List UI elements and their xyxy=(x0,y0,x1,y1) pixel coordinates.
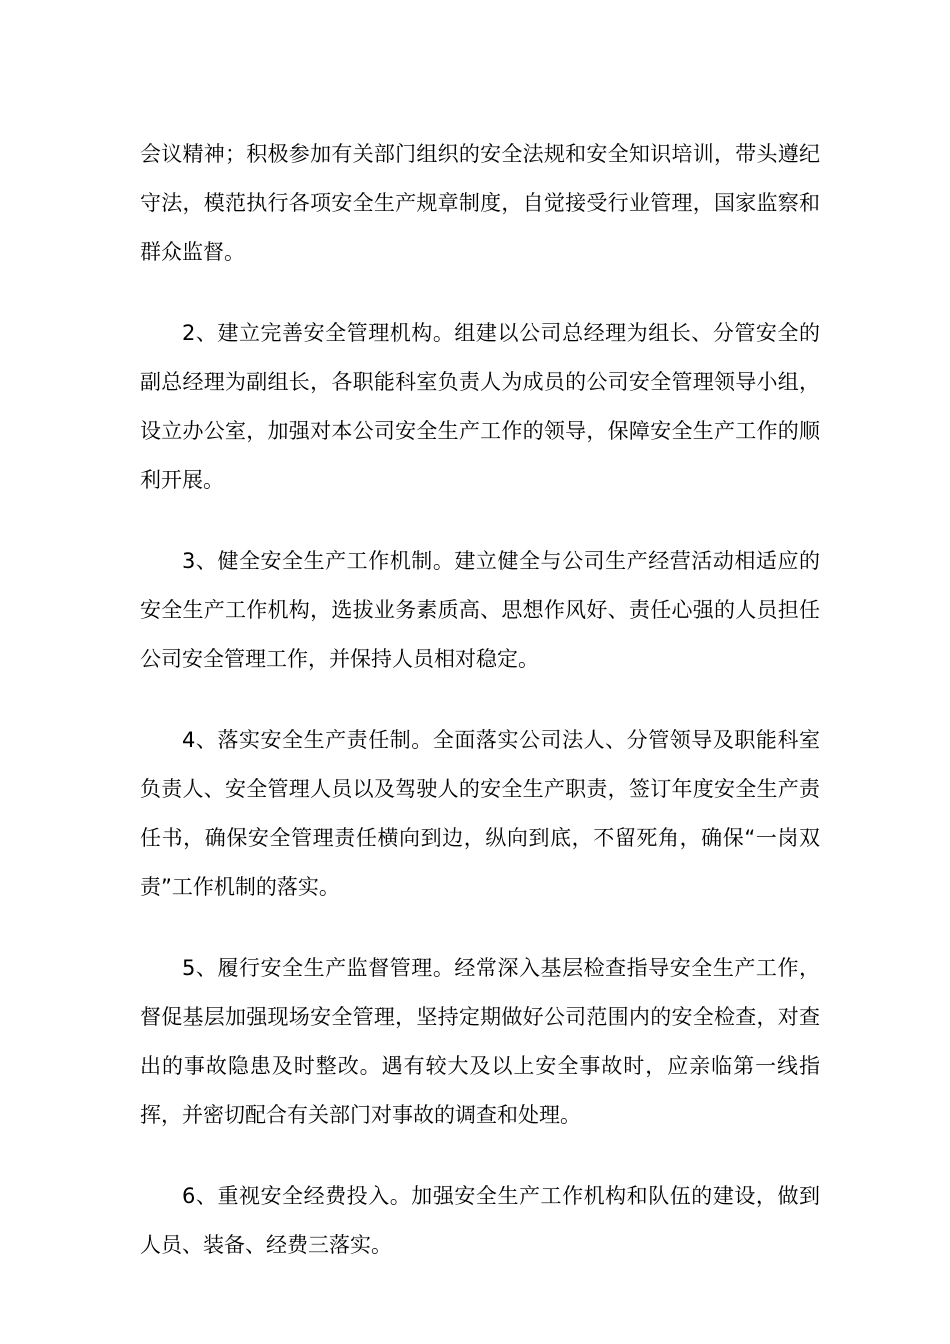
paragraph-item-4: 4、落实安全生产责任制。全面落实公司法人、分管领导及职能科室负责人、安全管理人员以及驾驶人的安全生产职责，签订年度安全生产责任书，确保安全管理责任横向到边，纵向到底，不留死角，确保“一岗双责”工作机制的落实。 xyxy=(140,728,820,899)
paragraph-continuation: 会议精神；积极参加有关部门组织的安全法规和安全知识培训，带头遵纪守法，模范执行各项安全生产规章制度，自觉接受行业管理，国家监察和群众监督。 xyxy=(140,142,820,264)
document-body xyxy=(140,130,820,1302)
paragraph-item-6: 6、重视安全经费投入。加强安全生产工作机构和队伍的建设，做到人员、装备、经费三落实。 xyxy=(140,1184,820,1257)
paragraph-item-2: 2、建立完善安全管理机构。组建以公司总经理为组长、分管安全的副总经理为副组长，各职能科室负责人为成员的公司安全管理领导小组，设立办公室，加强对本公司安全生产工作的领导，保障安全生产工作的顺利开展。 xyxy=(140,321,820,492)
paragraph-item-3: 3、健全安全生产工作机制。建立健全与公司生产经营活动相适应的安全生产工作机构，选拔业务素质高、思想作风好、责任心强的人员担任公司安全管理工作，并保持人员相对稳定。 xyxy=(140,549,820,671)
paragraph-item-5: 5、履行安全生产监督管理。经常深入基层检查指导安全生产工作，督促基层加强现场安全管理，坚持定期做好公司范围内的安全检查，对查出的事故隐患及时整改。遇有较大及以上安全事故时，应亲临第一线指挥，并密切配合有关部门对事故的调查和处理。 xyxy=(140,956,820,1127)
